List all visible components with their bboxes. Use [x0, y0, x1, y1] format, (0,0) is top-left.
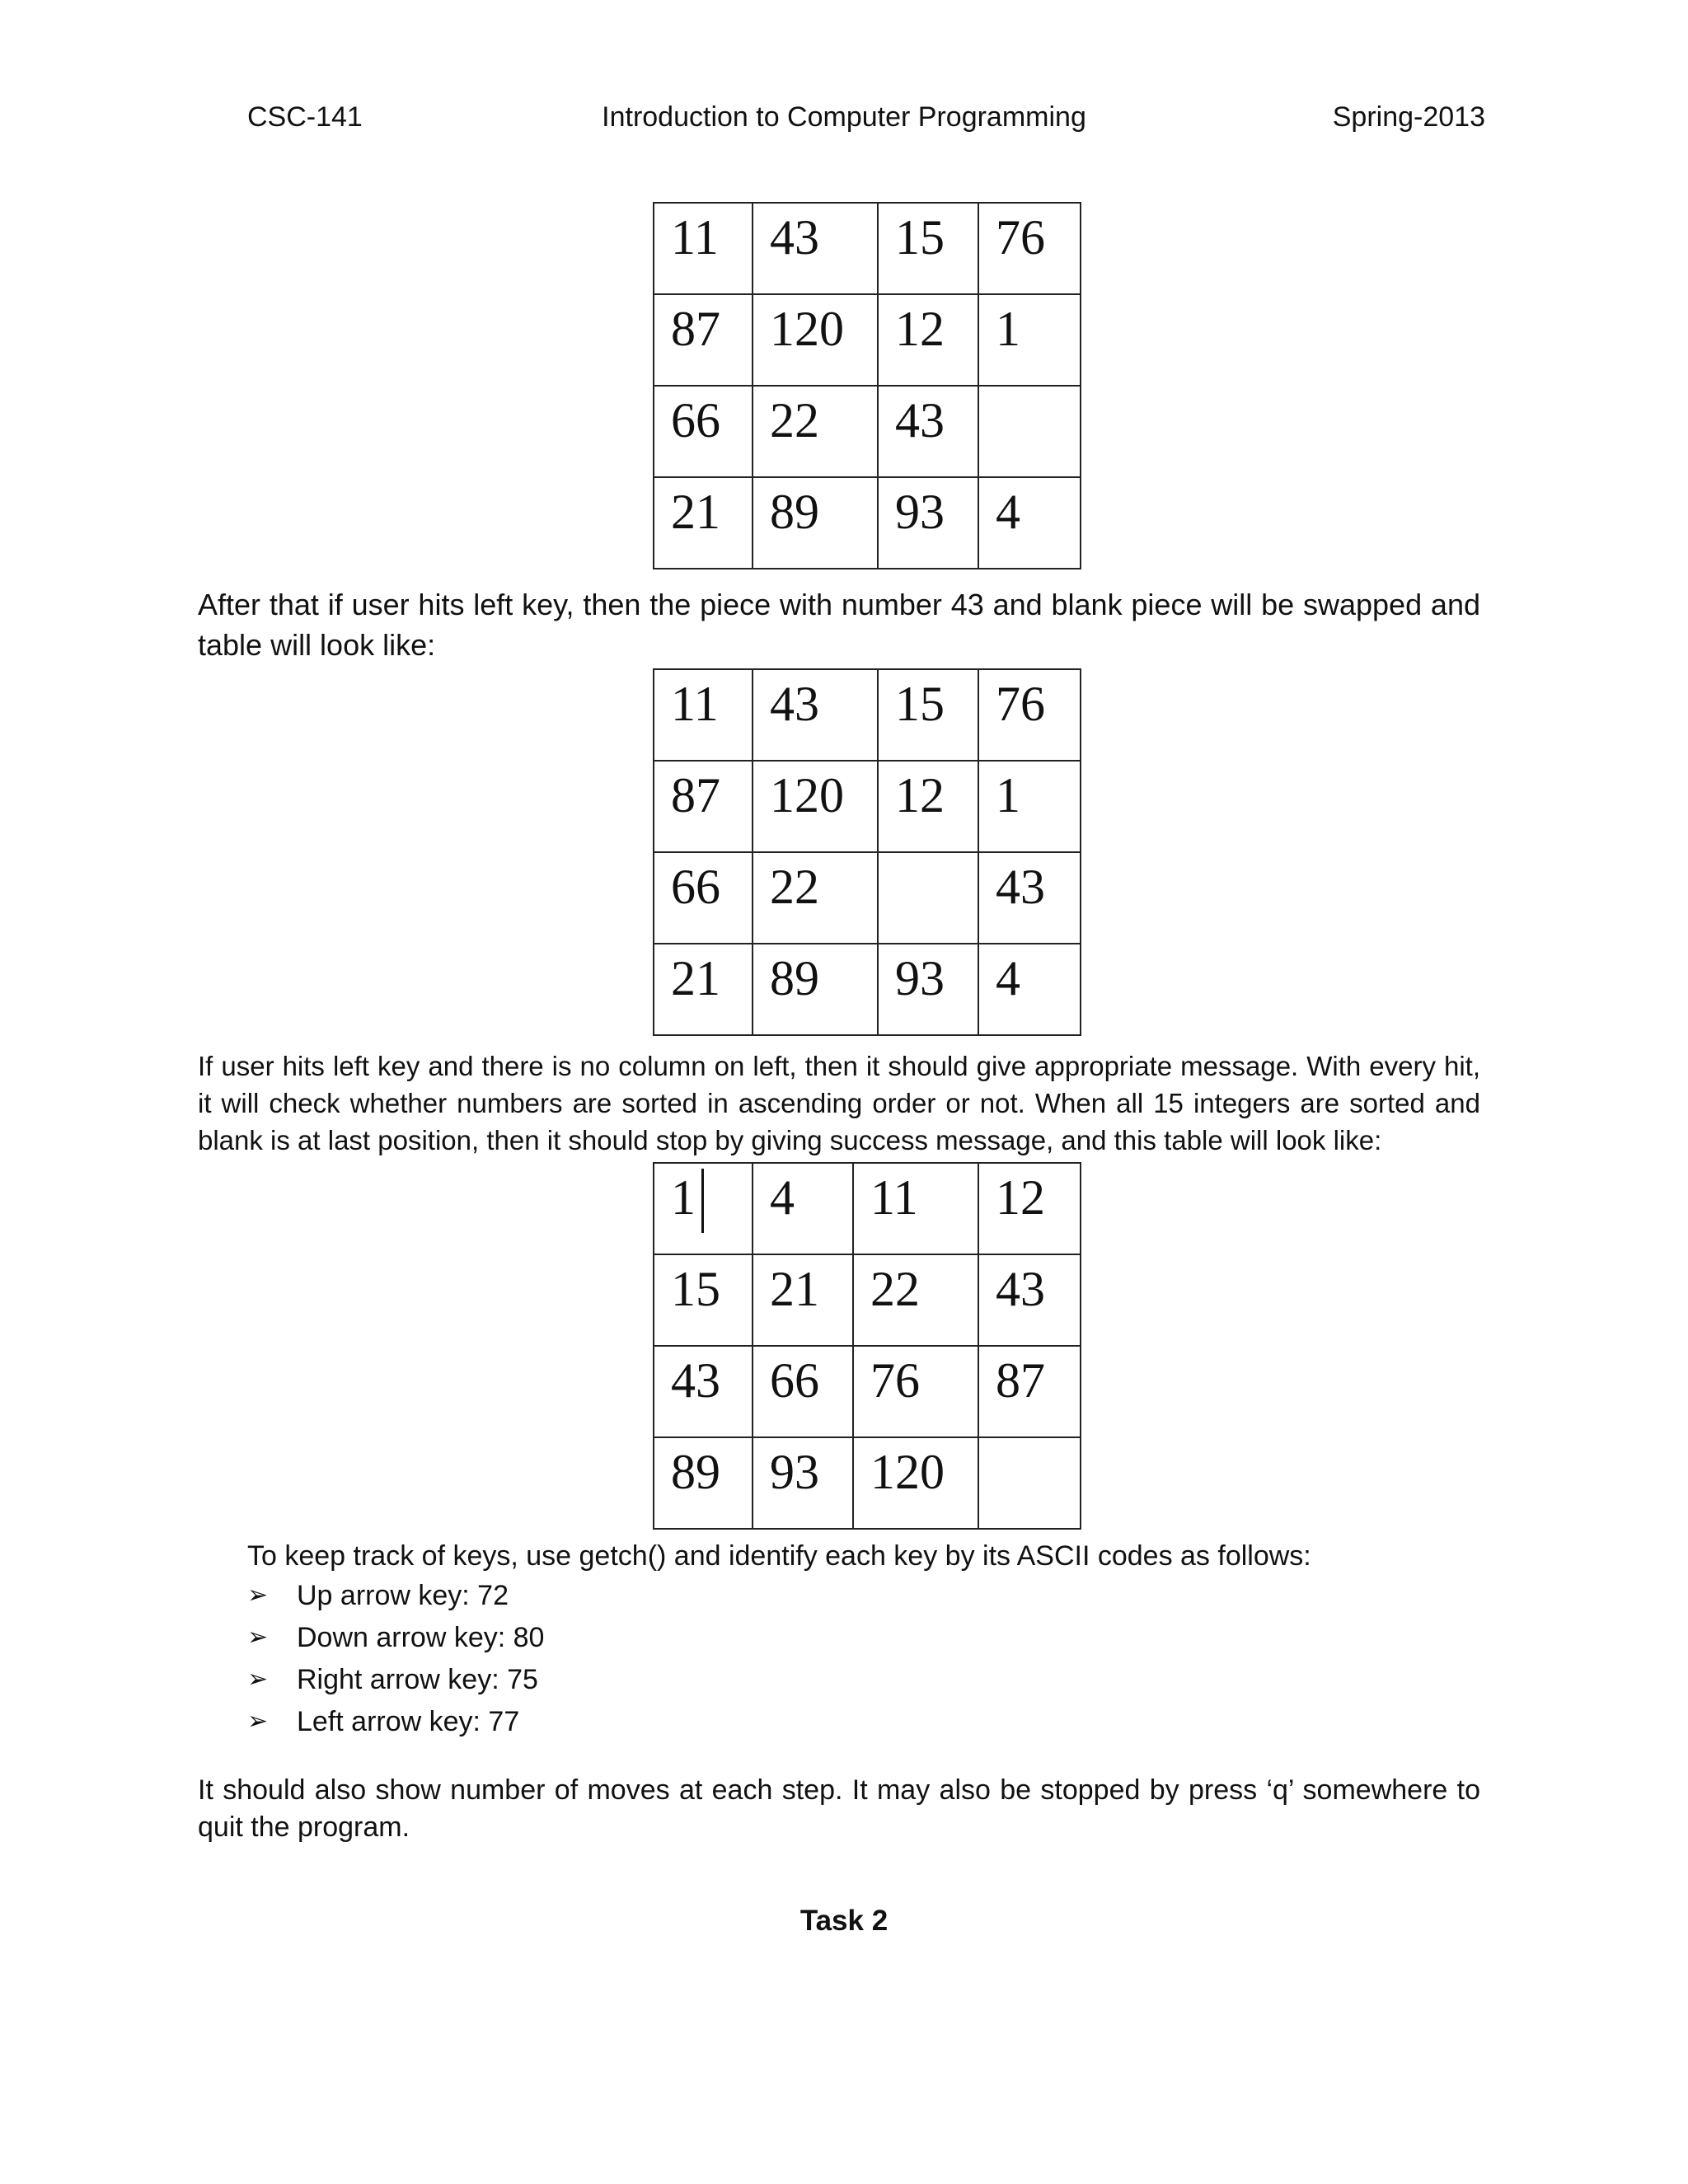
puzzle-cell — [654, 1254, 753, 1346]
key-code-label: Right arrow key: 75 — [297, 1664, 538, 1695]
puzzle-cell — [753, 1437, 853, 1529]
cell-value: 43 — [996, 860, 1045, 914]
puzzle-cell — [878, 944, 978, 1035]
puzzle-cell — [978, 761, 1081, 852]
puzzle-cell — [878, 294, 978, 386]
cell-value: 120 — [770, 302, 844, 356]
cell-value: 22 — [870, 1262, 920, 1316]
puzzle-table — [653, 668, 1081, 1036]
puzzle-cell — [753, 944, 878, 1035]
puzzle-cell — [978, 203, 1081, 294]
puzzle-row — [654, 477, 1081, 569]
cell-value: 43 — [996, 1262, 1045, 1316]
puzzle-cell — [753, 294, 878, 386]
cell-value: 1 — [996, 302, 1020, 356]
puzzle-row — [654, 669, 1081, 761]
cell-value: 22 — [770, 393, 819, 448]
paragraph-moves-note: It should also show number of moves at each step. It may also be stopped by press ‘q’ somewhere to quit the program. — [198, 1774, 1480, 1843]
puzzle-grid-initial — [653, 202, 1080, 569]
list-item — [247, 1621, 544, 1663]
puzzle-cell — [753, 852, 878, 944]
header-course-code: CSC-141 — [247, 101, 363, 133]
puzzle-cell-blank — [978, 1437, 1081, 1529]
puzzle-cell — [654, 203, 753, 294]
cell-value: 89 — [671, 1445, 720, 1499]
cell-value: 43 — [770, 210, 819, 265]
key-code-label: Up arrow key: 72 — [297, 1580, 509, 1611]
cell-value: 87 — [671, 768, 720, 823]
puzzle-cell — [753, 203, 878, 294]
cell-value: 4 — [996, 485, 1020, 539]
cell-value: 1 — [996, 768, 1020, 823]
puzzle-cell — [654, 669, 753, 761]
cell-value: 11 — [671, 677, 719, 731]
arrow-bullet-icon: ➢ — [247, 1624, 269, 1651]
puzzle-cell — [654, 852, 753, 944]
header-course-title: Introduction to Computer Programming — [602, 101, 1086, 133]
puzzle-cell — [853, 1346, 978, 1437]
puzzle-cell — [654, 1346, 753, 1437]
puzzle-cell — [853, 1254, 978, 1346]
puzzle-row — [654, 852, 1081, 944]
puzzle-cell — [654, 477, 753, 569]
cell-value: 93 — [770, 1445, 819, 1499]
cell-value: 89 — [770, 951, 819, 1005]
puzzle-grid-after-swap — [653, 668, 1080, 1036]
cell-value: 21 — [770, 1262, 819, 1316]
cell-value: 12 — [895, 302, 945, 356]
cell-value: 21 — [671, 485, 720, 539]
puzzle-cell-blank — [878, 852, 978, 944]
puzzle-row — [654, 203, 1081, 294]
puzzle-row — [654, 1437, 1081, 1529]
paragraph-no-column-message: If user hits left key and there is no column on left, then it should give appropriate message. With every hit, it will check whether numbers are sorted in ascending order or not. When all 15 integers are sorted and blank is at last position, then it should stop by giving success message, and this table will look like: — [198, 1051, 1480, 1155]
list-item — [247, 1579, 544, 1621]
arrow-bullet-icon: ➢ — [247, 1666, 269, 1693]
puzzle-cell-blank — [978, 386, 1081, 477]
key-code-list — [247, 1579, 544, 1747]
puzzle-cell — [753, 1254, 853, 1346]
puzzle-row — [654, 761, 1081, 852]
cell-value: 76 — [996, 677, 1045, 731]
cell-value: 1 — [671, 1170, 696, 1225]
puzzle-cell — [753, 477, 878, 569]
cell-value: 12 — [996, 1170, 1045, 1225]
task-heading: Task 2 — [799, 1905, 889, 1937]
puzzle-cell — [878, 477, 978, 569]
cell-value: 66 — [770, 1353, 819, 1408]
puzzle-cell — [978, 1254, 1081, 1346]
key-code-label: Left arrow key: 77 — [297, 1706, 520, 1737]
cell-value: 11 — [671, 210, 719, 265]
key-code-label: Down arrow key: 80 — [297, 1622, 545, 1653]
list-item — [247, 1705, 544, 1747]
puzzle-row — [654, 1346, 1081, 1437]
puzzle-row — [654, 1254, 1081, 1346]
puzzle-cell — [978, 1163, 1081, 1254]
cell-value: 87 — [996, 1353, 1045, 1408]
puzzle-table — [653, 1162, 1081, 1530]
puzzle-cell — [978, 944, 1081, 1035]
cell-value: 93 — [895, 485, 945, 539]
cell-value: 15 — [671, 1262, 720, 1316]
puzzle-cell — [753, 1346, 853, 1437]
list-item — [247, 1663, 544, 1705]
cell-value: 76 — [870, 1353, 920, 1408]
puzzle-cell — [654, 944, 753, 1035]
cell-value: 66 — [671, 393, 720, 448]
text-cursor — [701, 1169, 704, 1233]
cell-value: 15 — [895, 677, 945, 731]
puzzle-cell — [878, 761, 978, 852]
cell-value: 11 — [870, 1170, 918, 1225]
cell-value: 21 — [671, 951, 720, 1005]
puzzle-row — [654, 1163, 1081, 1254]
puzzle-cell — [654, 386, 753, 477]
cell-value: 89 — [770, 485, 819, 539]
puzzle-cell — [878, 203, 978, 294]
arrow-bullet-icon: ➢ — [247, 1582, 269, 1609]
arrow-bullet-icon: ➢ — [247, 1708, 269, 1735]
puzzle-cell — [878, 386, 978, 477]
puzzle-cell — [753, 1163, 853, 1254]
puzzle-cell — [978, 477, 1081, 569]
cell-value: 43 — [671, 1353, 720, 1408]
cell-value: 4 — [996, 951, 1020, 1005]
cell-value: 66 — [671, 860, 720, 914]
puzzle-row — [654, 944, 1081, 1035]
paragraph-after-left-key: After that if user hits left key, then the piece with number 43 and blank piece will be swapped and table will look like: — [198, 588, 1480, 662]
puzzle-cell — [753, 669, 878, 761]
puzzle-cell — [853, 1163, 978, 1254]
puzzle-cell — [753, 761, 878, 852]
puzzle-cell — [978, 852, 1081, 944]
cell-value: 87 — [671, 302, 720, 356]
puzzle-table — [653, 202, 1081, 569]
header-term: Spring-2013 — [1332, 101, 1485, 133]
puzzle-cell — [978, 669, 1081, 761]
puzzle-cell — [978, 1346, 1081, 1437]
puzzle-cell — [654, 1437, 753, 1529]
puzzle-row — [654, 294, 1081, 386]
keys-intro: To keep track of keys, use getch() and identify each key by its ASCII codes as follows: — [247, 1540, 1311, 1572]
cell-value: 120 — [770, 768, 844, 823]
cell-value: 22 — [770, 860, 819, 914]
puzzle-cell — [978, 294, 1081, 386]
cell-value: 76 — [996, 210, 1045, 265]
cell-value: 4 — [770, 1170, 795, 1225]
puzzle-grid-solved — [653, 1162, 1080, 1530]
puzzle-cell — [853, 1437, 978, 1529]
puzzle-cell — [654, 761, 753, 852]
cell-value: 43 — [895, 393, 945, 448]
puzzle-cell — [878, 669, 978, 761]
cell-value: 120 — [870, 1445, 945, 1499]
puzzle-row — [654, 386, 1081, 477]
puzzle-cell — [654, 294, 753, 386]
cell-value: 12 — [895, 768, 945, 823]
cell-value: 93 — [895, 951, 945, 1005]
cell-value: 43 — [770, 677, 819, 731]
cell-value: 15 — [895, 210, 945, 265]
puzzle-cell — [753, 386, 878, 477]
